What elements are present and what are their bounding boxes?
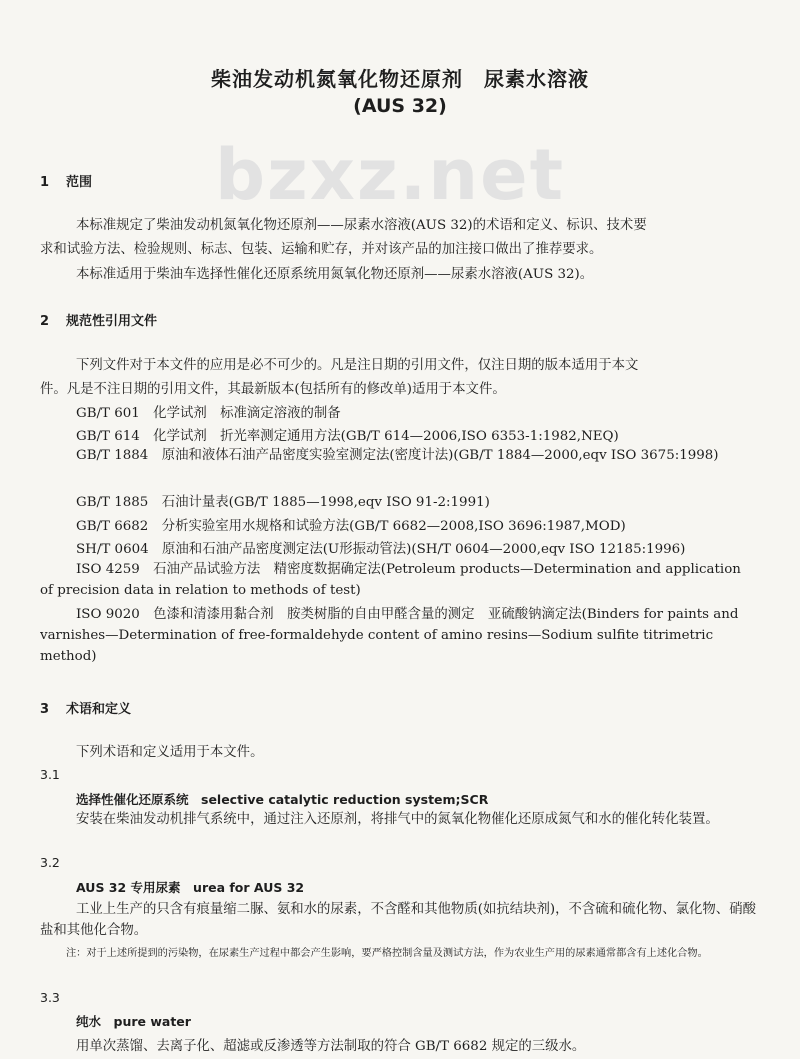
normative-reference — [40, 445, 756, 466]
section-1-paragraph: 本标准适用于柴油车选择性催化还原系统用氮氧化物还原剂——尿素水溶液(AUS 32)。 — [76, 267, 594, 282]
section-1-heading — [40, 171, 756, 190]
reference-text: GB/T 1884 原油和液体石油产品密度实验室测定法(密度计法)(GB/T 1884—2000,eqv ISO 3675:1998) — [76, 448, 719, 463]
normative-reference: GB/T 614 化学试剂 折光率测定通用方法(GB/T 614—2006,ISO 6353-1:1982,NEQ) — [76, 429, 619, 444]
normative-reference — [40, 604, 756, 667]
normative-reference: GB/T 6682 分析实验室用水规格和试验方法(GB/T 6682—2008,ISO 3696:1987,MOD) — [76, 519, 626, 534]
reference-text: ISO 9020 色漆和清漆用黏合剂 胺类树脂的自由甲醛含量的测定 亚硫酸钠滴定法(Binders for paints and varnishes—Determination of free-formaldehyde content of amino resins—Sodium sulfite titrimetric method) — [40, 607, 739, 664]
document-subtitle: (AUS 32) — [353, 95, 447, 117]
section-1-paragraph-line: 求和试验方法、检验规则、标志、包装、运输和贮存，并对该产品的加注接口做出了推荐要求。 — [40, 242, 603, 257]
section-2-heading — [40, 310, 756, 329]
section-number: 3 — [40, 702, 50, 717]
section-3-heading — [40, 698, 756, 717]
normative-reference — [40, 559, 756, 601]
section-number: 1 — [40, 175, 50, 190]
document-title: 柴油发动机氮氧化物还原剂 尿素水溶液 — [211, 67, 589, 91]
term-heading: 纯水 pure water — [76, 1014, 191, 1029]
section-2-intro-line: 件。凡是不注日期的引用文件，其最新版本(包括所有的修改单)适用于本文件。 — [40, 382, 506, 397]
section-2-intro-line: 下列文件对于本文件的应用是必不可少的。凡是注日期的引用文件，仅注日期的版本适用于本文 — [76, 358, 639, 373]
normative-reference: GB/T 601 化学试剂 标准滴定溶液的制备 — [76, 406, 341, 421]
section-title: 规范性引用文件 — [66, 314, 158, 329]
normative-reference: GB/T 1885 石油计量表(GB/T 1885—1998,eqv ISO 91-2:1991) — [76, 495, 490, 510]
term-definition — [40, 899, 756, 941]
normative-reference: SH/T 0604 原油和石油产品密度测定法(U形振动管法)(SH/T 0604—2000,eqv ISO 12185:1996) — [76, 542, 686, 557]
section-title: 术语和定义 — [66, 702, 132, 717]
reference-text: ISO 4259 石油产品试验方法 精密度数据确定法(Petroleum products—Determination and application of precision data in relation to methods of test) — [40, 562, 741, 598]
clause-number: 3.1 — [40, 767, 60, 782]
section-1-paragraph-line: 本标准规定了柴油发动机氮氧化物还原剂——尿素水溶液(AUS 32)的术语和定义、标识、技术要 — [76, 218, 647, 233]
section-title: 范围 — [66, 175, 93, 190]
section-number: 2 — [40, 314, 50, 329]
term-definition — [40, 809, 756, 830]
term-heading: 选择性催化还原系统 selective catalytic reduction system;SCR — [76, 792, 489, 807]
term-definition: 用单次蒸馏、去离子化、超滤或反渗透等方法制取的符合 GB/T 6682 规定的三级水。 — [76, 1039, 586, 1054]
term-heading: AUS 32 专用尿素 urea for AUS 32 — [76, 880, 305, 895]
term-note: 注：对于上述所提到的污染物，在尿素生产过程中都会产生影响，要严格控制含量及测试方法，作为农业生产用的尿素通常都含有上述化合物。 — [66, 948, 708, 959]
definition-text: 安装在柴油发动机排气系统中，通过注入还原剂，将排气中的氮氧化物催化还原成氮气和水的催化转化装置。 — [76, 812, 719, 827]
section-3-intro: 下列术语和定义适用于本文件。 — [76, 745, 264, 760]
definition-text: 工业上生产的只含有痕量缩二脲、氨和水的尿素，不含醛和其他物质(如抗结块剂)，不含硫和硫化物、氯化物、硝酸盐和其他化合物。 — [40, 902, 756, 938]
clause-number: 3.2 — [40, 855, 60, 870]
watermark: bzxz.net — [214, 134, 566, 216]
clause-number: 3.3 — [40, 990, 60, 1005]
